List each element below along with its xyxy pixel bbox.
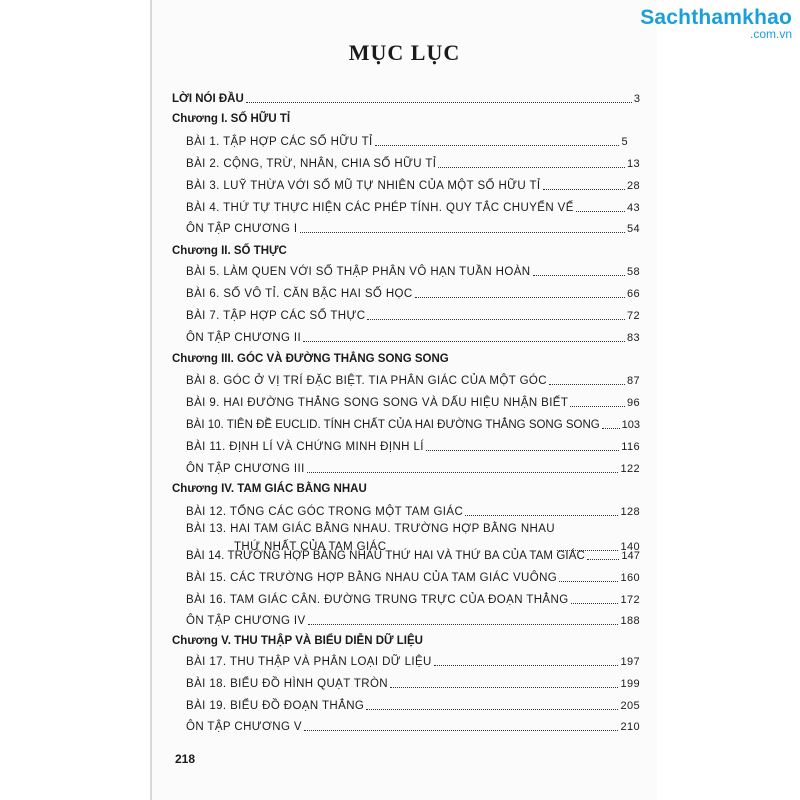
toc-page: 13 (626, 158, 640, 170)
toc-page: 172 (620, 594, 640, 606)
toc-entry[interactable] (186, 265, 640, 279)
dot-leader (434, 664, 619, 666)
toc-label: ÔN TẬP CHƯƠNG III (186, 463, 305, 475)
toc-label: BÀI 10. TIÊN ĐỀ EUCLID. TÍNH CHẤT CỦA HAI ĐƯỜNG THẲNG SONG SONG (186, 419, 600, 431)
toc-page: 96 (626, 397, 640, 409)
toc-label: ÔN TẬP CHƯƠNG II (186, 332, 302, 344)
chapter-heading[interactable]: Chương III. GÓC VÀ ĐƯỜNG THẲNG SONG SONG (172, 353, 449, 365)
toc-entry[interactable] (186, 222, 640, 236)
toc-label: BÀI 9. HAI ĐƯỜNG THẲNG SONG SONG VÀ DẤU HIỆU NHẬN BIẾT (186, 397, 569, 409)
toc-page: 28 (626, 180, 640, 192)
toc-label: BÀI 5. LÀM QUEN VỚI SỐ THẬP PHÂN VÔ HẠN TUẦN HOÀN (186, 266, 531, 278)
toc-page: 140 (620, 541, 640, 553)
toc-page: 5 (621, 136, 628, 148)
toc-entry[interactable] (186, 135, 628, 149)
dot-leader (367, 318, 625, 320)
toc-page: 66 (626, 288, 640, 300)
toc-label: BÀI 11. ĐỊNH LÍ VÀ CHỨNG MINH ĐỊNH LÍ (186, 441, 424, 453)
dot-leader (300, 231, 625, 233)
toc-label: BÀI 16. TAM GIÁC CÂN. ĐƯỜNG TRUNG TRỰC CỦA ĐOẠN THẲNG (186, 594, 569, 606)
toc-label: BÀI 8. GÓC Ở VỊ TRÍ ĐẶC BIỆT. TIA PHÂN GIÁC CỦA MỘT GÓC (186, 375, 547, 387)
dot-leader (438, 166, 625, 168)
toc-entry[interactable] (186, 571, 640, 585)
chapter-heading[interactable]: Chương IV. TAM GIÁC BẰNG NHAU (172, 483, 367, 495)
chapter-heading[interactable]: Chương II. SỐ THỰC (172, 245, 287, 257)
toc-label: BÀI 14. TRƯỜNG HỢP BẰNG NHAU THỨ HAI VÀ THỨ BA CỦA TAM GIÁC (186, 550, 585, 562)
toc-entry[interactable] (186, 418, 640, 432)
toc-entry[interactable] (186, 720, 640, 734)
toc-entry[interactable] (186, 179, 640, 193)
toc-label: BÀI 3. LUỸ THỪA VỚI SỐ MŨ TỰ NHIÊN CỦA MỘT SỐ HỮU TỈ (186, 180, 541, 192)
dot-leader (366, 708, 618, 710)
toc-entry[interactable] (186, 699, 640, 713)
toc-label: ÔN TẬP CHƯƠNG I (186, 223, 298, 235)
dot-leader (308, 623, 619, 625)
toc-label: BÀI 4. THỨ TỰ THỰC HIỆN CÁC PHÉP TÍNH. QUY TẮC CHUYỂN VẾ (186, 202, 574, 214)
toc-entry[interactable] (186, 505, 640, 519)
toc-entry[interactable] (186, 440, 640, 454)
dot-leader (426, 449, 619, 451)
toc-page: 116 (621, 441, 640, 453)
dot-leader (576, 210, 625, 212)
chapter-heading[interactable]: Chương V. THU THẬP VÀ BIỂU DIỄN DỮ LIỆU (172, 635, 423, 647)
dot-leader (587, 558, 619, 560)
toc-label: ÔN TẬP CHƯƠNG V (186, 721, 302, 733)
toc-label: LỜI NÓI ĐẦU (172, 93, 244, 105)
toc-label: BÀI 17. THU THẬP VÀ PHÂN LOẠI DỮ LIỆU (186, 656, 432, 668)
dot-leader (307, 471, 619, 473)
toc-entry[interactable] (186, 549, 640, 563)
toc-entry[interactable] (186, 396, 640, 410)
dot-leader (602, 427, 620, 429)
watermark-logo (640, 6, 792, 40)
toc-page: 83 (626, 332, 640, 344)
dot-leader (390, 686, 618, 688)
toc-entry[interactable] (186, 593, 640, 607)
toc-entry[interactable] (186, 157, 640, 171)
toc-label: BÀI 7. TẬP HỢP CÁC SỐ THỰC (186, 310, 366, 322)
toc-page: 160 (620, 572, 640, 584)
dot-leader (533, 274, 625, 276)
chapter-heading[interactable]: Chương I. SỐ HỮU TỈ (172, 113, 291, 125)
toc-page: 197 (620, 656, 640, 668)
toc-page: 128 (620, 506, 640, 518)
toc-label: BÀI 12. TỔNG CÁC GÓC TRONG MỘT TAM GIÁC (186, 506, 464, 518)
toc-page: 199 (620, 678, 640, 690)
toc-entry-foreword[interactable] (172, 92, 640, 106)
toc-page: 103 (621, 419, 640, 431)
toc-entry[interactable] (186, 331, 640, 345)
toc-page: 147 (621, 550, 640, 562)
toc-page: 43 (626, 202, 640, 214)
dot-leader (304, 729, 618, 731)
dot-leader (571, 602, 619, 604)
toc-entry[interactable] (186, 309, 640, 323)
toc-page: 205 (620, 700, 640, 712)
toc-label: BÀI 18. BIỂU ĐỒ HÌNH QUẠT TRÒN (186, 678, 389, 690)
toc-label: BÀI 6. SỐ VÔ TỈ. CĂN BẬC HAI SỐ HỌC (186, 288, 413, 300)
dot-leader (303, 340, 625, 342)
toc-entry[interactable] (186, 655, 640, 669)
toc-label-continued: THỨ NHẤT CỦA TAM GIÁC (234, 541, 387, 553)
dot-leader (246, 101, 632, 103)
dot-leader (415, 296, 625, 298)
watermark-domain: .com.vn (749, 27, 792, 41)
toc-page: 72 (626, 310, 640, 322)
toc-page: 188 (620, 615, 640, 627)
dot-leader (570, 405, 625, 407)
toc-entry[interactable] (186, 201, 640, 215)
dot-leader (465, 514, 618, 516)
toc-entry[interactable] (186, 374, 640, 388)
dot-leader (375, 144, 620, 146)
toc-label: ÔN TẬP CHƯƠNG IV (186, 615, 306, 627)
toc-entry[interactable] (186, 614, 640, 628)
toc-page: 210 (620, 721, 640, 733)
page-number: 218 (175, 752, 196, 766)
toc-page: 58 (626, 266, 640, 278)
watermark-brand: Sachthamkhao (640, 6, 792, 29)
dot-leader (549, 383, 625, 385)
toc-label: BÀI 15. CÁC TRƯỜNG HỢP BẰNG NHAU CỦA TAM GIÁC VUÔNG (186, 572, 558, 584)
page-title: MỤC LỤC (348, 40, 461, 65)
toc-page: 54 (626, 223, 640, 235)
toc-entry[interactable] (186, 677, 640, 691)
toc-page: 122 (620, 463, 640, 475)
dot-leader (543, 188, 625, 190)
toc-label: BÀI 2. CỘNG, TRỪ, NHÂN, CHIA SỐ HỮU TỈ (186, 158, 437, 170)
toc-page: 3 (633, 93, 640, 105)
toc-label: BÀI 1. TẬP HỢP CÁC SỐ HỮU TỈ (186, 136, 373, 148)
toc-entry[interactable] (186, 462, 640, 476)
toc-entry[interactable] (186, 287, 640, 301)
toc-page: 87 (626, 375, 640, 387)
dot-leader (559, 580, 618, 582)
toc-label: BÀI 13. HAI TAM GIÁC BẰNG NHAU. TRƯỜNG HỢP BẰNG NHAU (186, 523, 556, 535)
toc-label: BÀI 19. BIỂU ĐỒ ĐOẠN THẲNG (186, 700, 365, 712)
